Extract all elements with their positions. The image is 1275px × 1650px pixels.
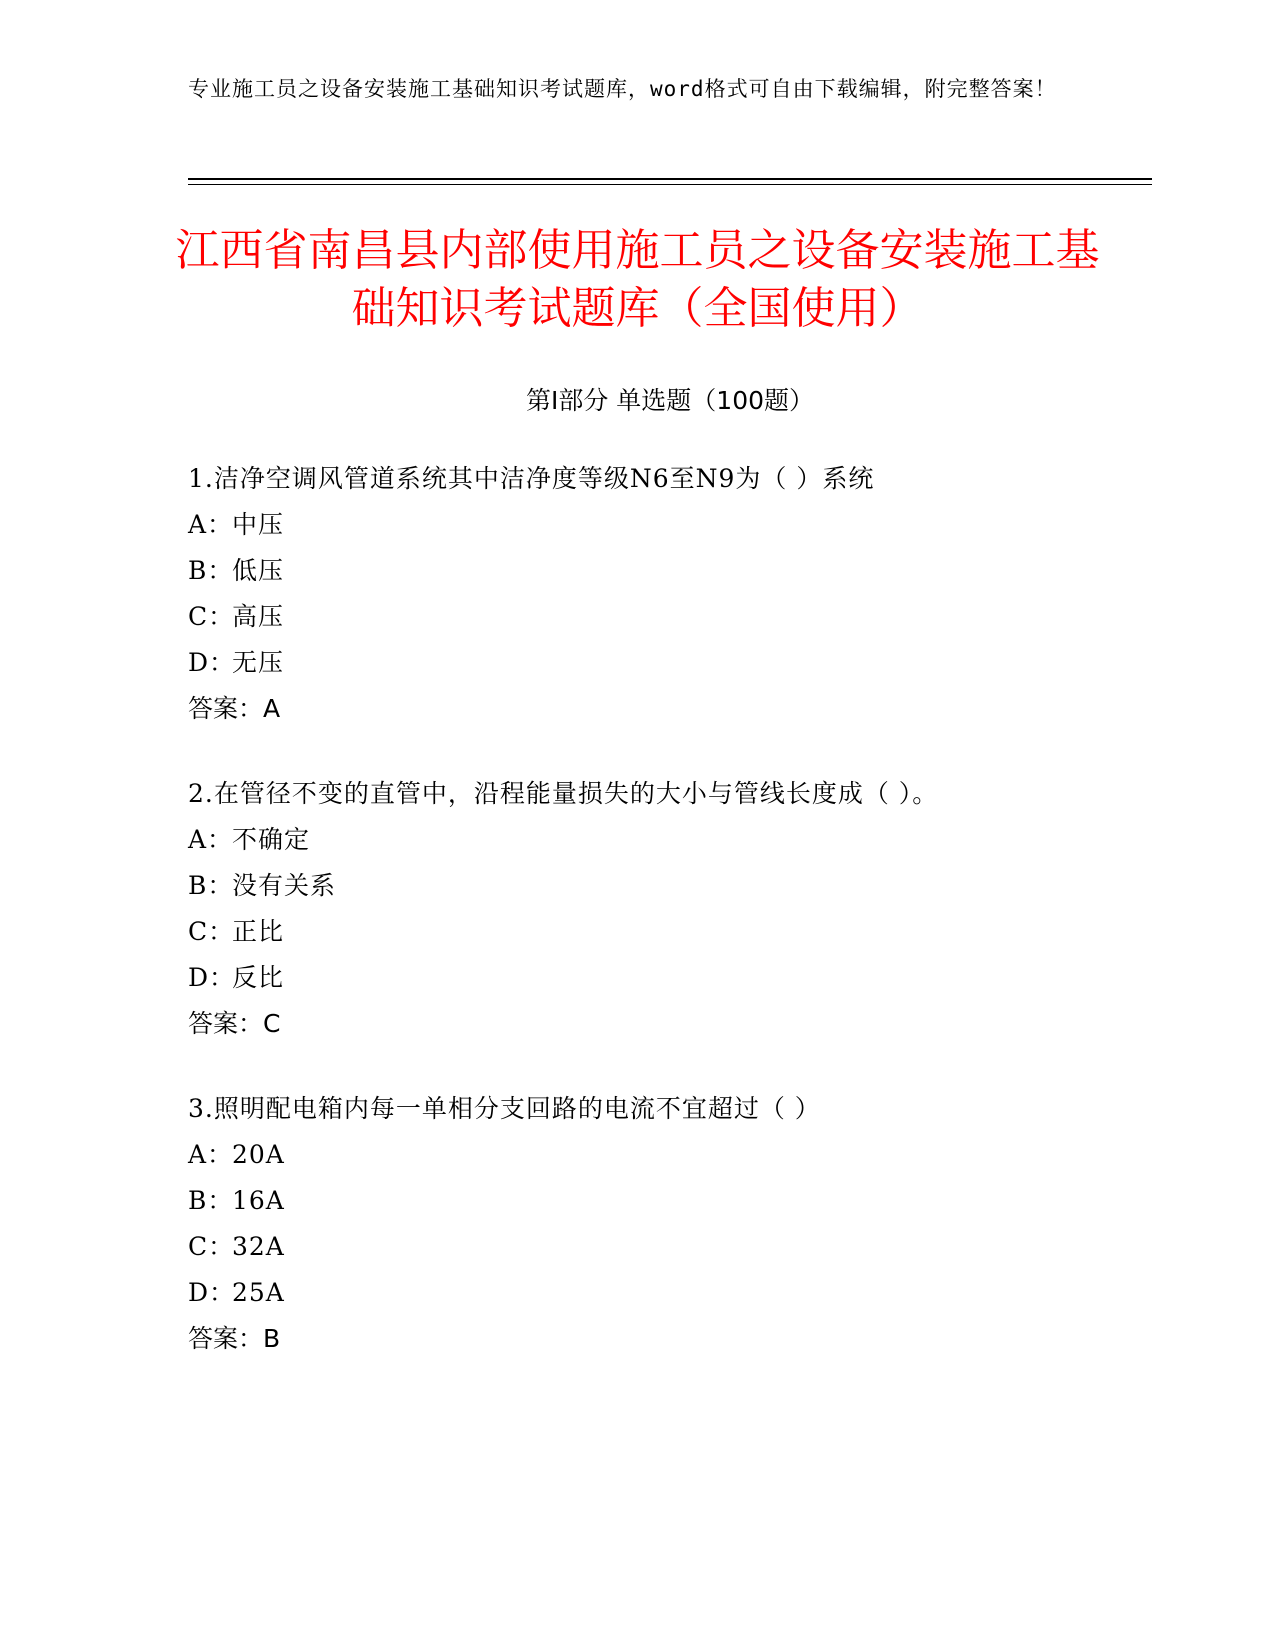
option-b bbox=[188, 863, 1152, 909]
answer: 答案：B bbox=[188, 1324, 281, 1353]
option-text: 无压 bbox=[232, 648, 285, 677]
option-b bbox=[188, 548, 1152, 594]
question-stem: 3.照明配电箱内每一单相分支回路的电流不宜超过（ ） bbox=[188, 1094, 821, 1123]
option-text: 高压 bbox=[232, 602, 285, 631]
option-key: C： bbox=[188, 602, 235, 631]
question-1 bbox=[188, 456, 1152, 732]
option-d bbox=[188, 1270, 1152, 1316]
option-text: 不确定 bbox=[232, 825, 311, 854]
option-text: 正比 bbox=[232, 917, 285, 946]
option-key: C： bbox=[188, 1232, 235, 1261]
option-c bbox=[188, 594, 1152, 640]
question-2 bbox=[188, 771, 1152, 1047]
option-key: B： bbox=[188, 1186, 234, 1215]
option-key: C： bbox=[188, 917, 235, 946]
option-d bbox=[188, 640, 1152, 686]
option-text: 反比 bbox=[232, 963, 285, 992]
option-d bbox=[188, 955, 1152, 1001]
question-stem: 2.在管径不变的直管中，沿程能量损失的大小与管线长度成（ ）。 bbox=[188, 779, 939, 808]
header-divider bbox=[188, 178, 1152, 180]
option-text: 25A bbox=[232, 1278, 285, 1307]
question-stem: 1.洁净空调风管道系统其中洁净度等级N6至N9为（ ）系统 bbox=[188, 464, 875, 493]
option-text: 没有关系 bbox=[232, 871, 337, 900]
answer: 答案：C bbox=[188, 1009, 281, 1038]
option-text: 中压 bbox=[232, 510, 285, 539]
option-text: 低压 bbox=[232, 556, 285, 585]
answer: 答案：A bbox=[188, 694, 281, 723]
question-3 bbox=[188, 1086, 1152, 1362]
option-key: A： bbox=[188, 825, 234, 854]
option-key: D： bbox=[188, 963, 236, 992]
option-a bbox=[188, 502, 1152, 548]
option-c bbox=[188, 909, 1152, 955]
option-text: 20A bbox=[232, 1140, 285, 1169]
option-a bbox=[188, 817, 1152, 863]
option-a bbox=[188, 1132, 1152, 1178]
option-key: B： bbox=[188, 556, 234, 585]
section-title: 第Ⅰ部分 单选题（100题） bbox=[525, 386, 815, 415]
header-divider-thin bbox=[188, 184, 1152, 185]
option-b bbox=[188, 1178, 1152, 1224]
option-key: A： bbox=[188, 510, 234, 539]
document-title: 江西省南昌县内部使用施工员之设备安装施工基础知识考试题库（全国使用） bbox=[175, 225, 1100, 334]
option-key: D： bbox=[188, 1278, 236, 1307]
header-note: 专业施工员之设备安装施工基础知识考试题库，word格式可自由下载编辑，附完整答案！ bbox=[188, 77, 1057, 101]
option-key: A： bbox=[188, 1140, 234, 1169]
option-text: 16A bbox=[232, 1186, 285, 1215]
option-key: B： bbox=[188, 871, 234, 900]
option-key: D： bbox=[188, 648, 236, 677]
option-c bbox=[188, 1224, 1152, 1270]
option-text: 32A bbox=[232, 1232, 285, 1261]
